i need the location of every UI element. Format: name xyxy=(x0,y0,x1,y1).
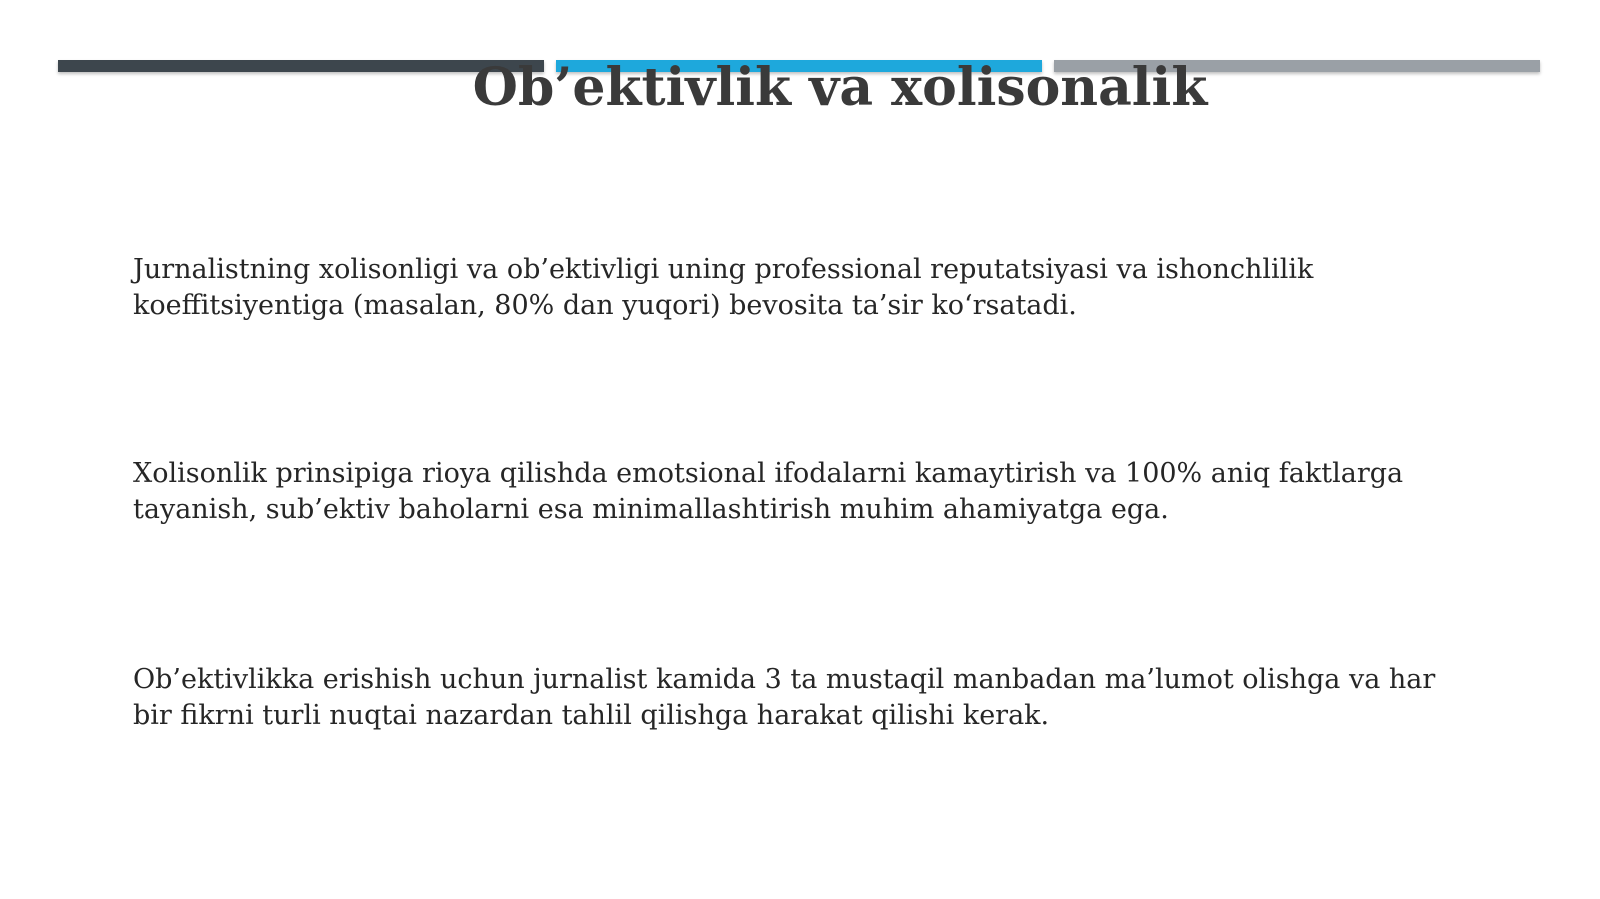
slide-title: Ob’ektivlik va xolisonalik xyxy=(472,57,1208,118)
paragraph-line: tayanish, sub’ektiv baholarni esa minimallashtirish muhim ahamiyatga ega. xyxy=(133,494,1169,525)
paragraph-line: bir fikrni turli nuqtai nazardan tahlil qilishga harakat qilishi kerak. xyxy=(133,700,1050,731)
paragraph-line: koeffitsiyentiga (masalan, 80% dan yuqori) bevosita ta’sir ko‘rsatadi. xyxy=(133,290,1077,321)
paragraph-line: Jurnalistning xolisonligi va ob’ektivligi uning professional reputatsiyasi va ishonchlilik xyxy=(133,254,1314,285)
paragraph-reputation xyxy=(133,252,1533,324)
paragraph-line: Ob’ektivlikka erishish uchun jurnalist kamida 3 ta mustaqil manbadan ma’lumot olishga va har xyxy=(133,664,1436,695)
paragraph-objectivity xyxy=(133,662,1533,734)
paragraph-line: Xolisonlik prinsipiga rioya qilishda emotsional ifodalarni kamaytirish va 100% aniq faktlarga xyxy=(133,458,1404,489)
paragraph-impartiality xyxy=(133,456,1533,528)
